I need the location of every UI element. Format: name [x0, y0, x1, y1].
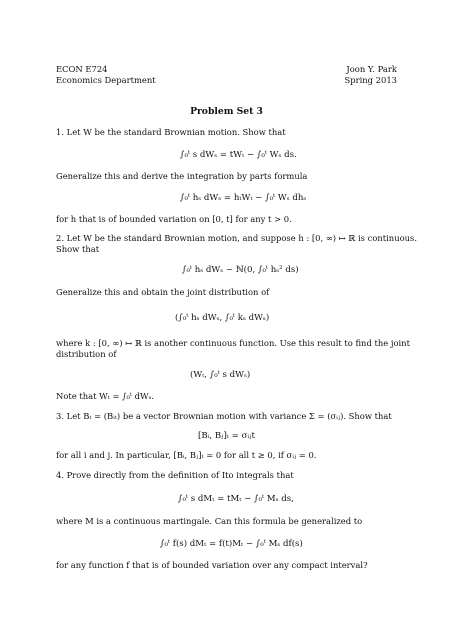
problem-4-condition: for any function f that is of bounded variation over any compact interval?	[56, 560, 368, 570]
problem-4-equation-1: ∫₀ᵗ s dMₜ = tMₜ − ∫₀ᵗ Mₛ ds,	[178, 494, 294, 504]
problem-1-intro: 1. Let W be the standard Brownian motion. Show that	[56, 127, 286, 137]
problem-2-equation-3: (Wₜ, ∫₀ᵗ s dWₛ)	[190, 370, 251, 380]
author-name: Joon Y. Park	[346, 64, 397, 74]
problem-3-equation-1: [Bᵢ, Bⱼ]ₜ = σᵢⱼt	[198, 431, 255, 441]
document-title: Problem Set 3	[190, 106, 263, 117]
problem-2-equation-2: (∫₀ᵗ hₛ dWₛ, ∫₀ᵗ kₛ dWₛ)	[175, 313, 270, 323]
problem-2-intro-line-1: 2. Let W be the standard Brownian motion, and suppose h : [0, ∞) ↦ ℝ is continuous.	[56, 233, 417, 243]
problem-2-intro-line-2: Show that	[56, 244, 100, 254]
problem-2-generalize: Generalize this and obtain the joint distribution of	[56, 287, 270, 297]
problem-1-equation-2: ∫₀ᵗ hₛ dWₛ = hₜWₜ − ∫₀ᵗ Wₛ dhₛ	[180, 193, 307, 203]
term: Spring 2013	[344, 75, 397, 85]
problem-2-note: Note that Wₜ = ∫₀ᵗ dWₛ.	[56, 391, 155, 401]
problem-3-condition: for all i and j. In particular, [Bᵢ, Bⱼ]ₜ = 0 for all t ≥ 0, if σᵢⱼ = 0.	[56, 450, 317, 460]
problem-1-equation-1: ∫₀ᵗ s dWₛ = tWₜ − ∫₀ᵗ Wₛ ds.	[180, 150, 297, 160]
problem-4-equation-2: ∫₀ᵗ f(s) dMₜ = f(t)Mₜ − ∫₀ᵗ Mₛ df(s)	[160, 539, 303, 549]
problem-3-intro: 3. Let Bₜ = (Bᵢₜ) be a vector Brownian motion with variance Σ = (σᵢⱼ). Show that	[56, 411, 392, 421]
problem-2-equation-1: ∫₀ᵗ hₛ dWₛ ~ ℕ(0, ∫₀ᵗ hₛ² ds)	[182, 265, 299, 275]
course-code: ECON E724	[56, 64, 108, 74]
problem-2-where-line-2: distribution of	[56, 349, 117, 359]
problem-1-generalize: Generalize this and derive the integration by parts formula	[56, 171, 308, 181]
problem-4-where: where M is a continuous martingale. Can this formula be generalized to	[56, 516, 363, 526]
problem-4-intro: 4. Prove directly from the definition of Ito integrals that	[56, 470, 294, 480]
problem-1-condition: for h that is of bounded variation on [0, t] for any t > 0.	[56, 214, 292, 224]
department: Economics Department	[56, 75, 156, 85]
problem-2-where-line-1: where k : [0, ∞) ↦ ℝ is another continuous function. Use this result to find the joint	[56, 338, 410, 348]
